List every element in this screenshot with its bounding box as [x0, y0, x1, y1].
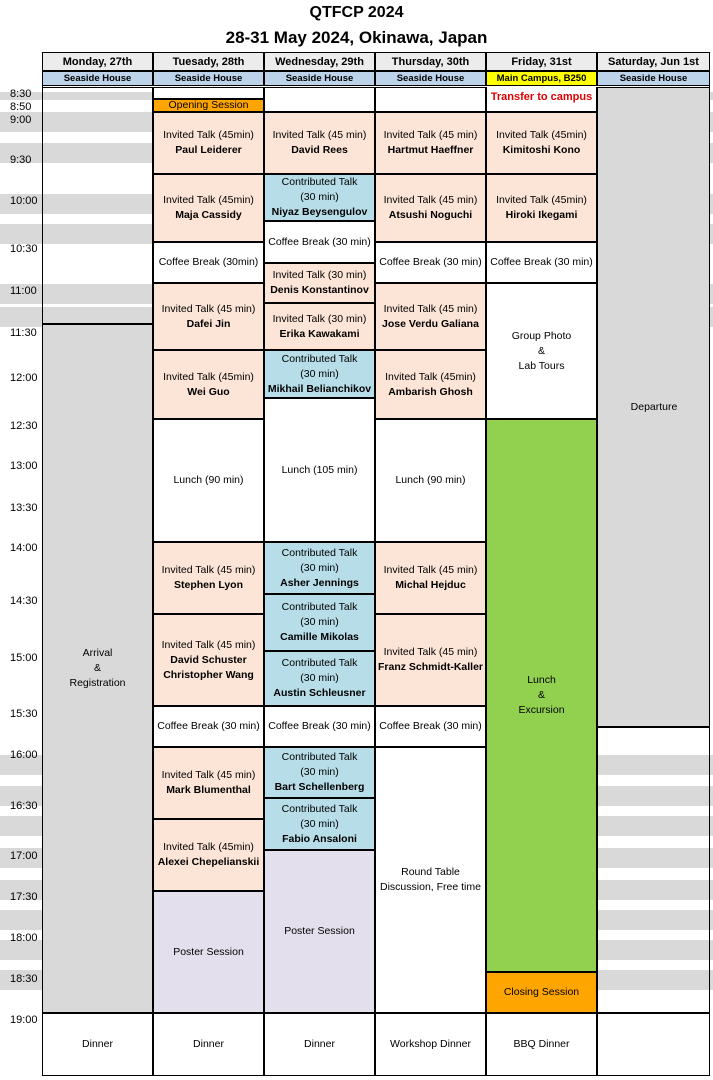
session-text: Invited Talk (45min): [163, 370, 254, 383]
time-label: 14:00: [10, 542, 38, 554]
session-text: (30 min): [300, 817, 339, 830]
session-wed-t1[interactable]: [264, 112, 375, 174]
session-text: Invited Talk (45 min): [161, 769, 256, 781]
session-text: Lunch (105 min): [281, 463, 358, 476]
speaker-name: Hiroki Ikegami: [505, 209, 578, 221]
time-label: 15:00: [10, 652, 38, 664]
session-text: Invited Talk (45 min): [161, 564, 256, 576]
session-tue-cb2[interactable]: [153, 706, 264, 747]
session-text: Departure: [630, 400, 678, 413]
session-fri-t1[interactable]: [486, 112, 597, 174]
session-wed-t2[interactable]: [264, 263, 375, 303]
time-label: 13:00: [10, 460, 38, 472]
session-wed-c6[interactable]: [264, 747, 375, 798]
empty-slot: [597, 727, 710, 1013]
session-tue-t1[interactable]: [153, 112, 264, 174]
session-text: Excursion: [518, 704, 565, 716]
session-text: Invited Talk (45 min): [383, 564, 478, 576]
speaker-name: Erika Kawakami: [279, 327, 360, 340]
time-label: 18:30: [10, 973, 38, 985]
time-label: 18:00: [10, 932, 38, 944]
session-wed-c1[interactable]: [264, 174, 375, 221]
day-header: Wednesday, 29th: [264, 52, 375, 71]
venue-label: Seaside House: [375, 71, 486, 86]
session-text: Coffee Break (30min): [158, 256, 259, 268]
time-label: 16:00: [10, 749, 38, 761]
time-label: 15:30: [10, 708, 38, 720]
session-mon-dinner[interactable]: [42, 1013, 153, 1076]
time-label: 8:30: [10, 88, 32, 100]
time-label: 17:00: [10, 850, 38, 862]
speaker-name: Jose Verdu Galiana: [382, 317, 479, 330]
session-fri-closing[interactable]: [486, 972, 597, 1013]
session-text: Invited Talk (45 min): [383, 194, 478, 206]
session-text: Lunch (90 min): [173, 474, 244, 486]
session-thu-cb2[interactable]: [375, 706, 486, 747]
session-text: Arrival: [82, 647, 113, 659]
time-label: 8:50: [10, 101, 32, 113]
time-label: 10:30: [10, 243, 38, 255]
session-tue-lunch[interactable]: [153, 419, 264, 542]
session-text: Poster Session: [284, 925, 355, 937]
time-label: 12:30: [10, 420, 38, 432]
speaker-name: Asher Jennings: [280, 576, 359, 589]
speaker-name: Michal Hejduc: [395, 579, 466, 591]
speaker-name: Bart Schellenberg: [274, 781, 365, 793]
day-header: Tuesady, 28th: [153, 52, 264, 71]
session-sat-departure[interactable]: [597, 87, 710, 727]
session-text: Opening Session: [168, 99, 249, 111]
session-text: &: [537, 344, 545, 357]
speaker-name: Paul Leiderer: [175, 144, 242, 156]
empty-slot: [153, 87, 264, 99]
session-thu-round[interactable]: [375, 747, 486, 1013]
session-wed-c5[interactable]: [264, 651, 375, 706]
speaker-name: Dafei Jin: [186, 317, 231, 330]
session-text: Invited Talk (45min): [496, 129, 587, 141]
venue-label: Main Campus, B250: [486, 71, 597, 86]
session-wed-c2[interactable]: [264, 350, 375, 398]
session-text: Contributed Talk: [281, 601, 358, 613]
session-tue-t3[interactable]: [153, 283, 264, 350]
session-text: (30 min): [300, 367, 339, 380]
speaker-name: Atsushi Noguchi: [388, 209, 473, 221]
session-thu-t6[interactable]: [375, 614, 486, 706]
time-label: 12:00: [10, 372, 38, 384]
session-fri-photo[interactable]: [486, 283, 597, 419]
session-thu-t2[interactable]: [375, 174, 486, 242]
session-fri-t2[interactable]: [486, 174, 597, 242]
session-text: Dinner: [304, 1038, 335, 1050]
speaker-name: Christopher Wang: [163, 668, 254, 681]
session-text: (30 min): [300, 766, 339, 778]
time-label: 19:00: [10, 1014, 38, 1026]
speaker-name: Austin Schleusner: [273, 687, 366, 699]
session-text: Discussion, Free time: [380, 881, 481, 893]
session-text: Invited Talk (45 min): [272, 129, 367, 141]
session-fri-lunch[interactable]: [486, 419, 597, 972]
session-text: Invited Talk (30 min): [272, 312, 367, 325]
day-header: Saturday, Jun 1st: [597, 52, 710, 71]
venue-label: Seaside House: [153, 71, 264, 86]
session-text: Lunch: [527, 674, 556, 686]
session-text: Coffee Break (30 min): [157, 720, 260, 732]
day-header: Thursday, 30th: [375, 52, 486, 71]
session-text: Registration: [69, 677, 126, 689]
session-text: Invited Talk (45 min): [383, 129, 478, 141]
session-text: Round Table: [401, 866, 460, 878]
session-text: Lab Tours: [518, 359, 565, 372]
session-text: Invited Talk (45min): [496, 194, 587, 206]
session-wed-lunch[interactable]: [264, 398, 375, 542]
speaker-name: Stephen Lyon: [173, 579, 244, 591]
empty-slot: [375, 87, 486, 112]
time-label: 9:30: [10, 154, 32, 166]
session-tue-t8[interactable]: [153, 819, 264, 891]
speaker-name: Ambarish Ghosh: [388, 385, 473, 398]
session-thu-lunch[interactable]: [375, 419, 486, 542]
session-fri-dinner[interactable]: [486, 1013, 597, 1076]
session-tue-opening[interactable]: [153, 99, 264, 112]
session-mon-arrival[interactable]: [42, 324, 153, 1013]
session-text: Dinner: [82, 1038, 113, 1050]
speaker-name: Hartmut Haeffner: [387, 144, 474, 156]
session-text: Invited Talk (30 min): [272, 269, 367, 281]
session-text: Coffee Break (30 min): [268, 235, 371, 248]
session-tue-t4[interactable]: [153, 350, 264, 419]
time-label: 17:30: [10, 891, 38, 903]
session-text: (30 min): [300, 561, 339, 574]
speaker-name: Alexei Chepelianskii: [157, 856, 260, 868]
session-text: BBQ Dinner: [513, 1038, 570, 1050]
speaker-name: Franz Schmidt-Kaller: [377, 661, 484, 673]
speaker-name: David Rees: [291, 144, 348, 156]
session-wed-t3[interactable]: [264, 303, 375, 350]
speaker-name: Mikhail Belianchikov: [267, 382, 372, 395]
speaker-name: Wei Guo: [187, 385, 230, 398]
session-tue-cb1[interactable]: [153, 242, 264, 283]
session-thu-t4[interactable]: [375, 350, 486, 419]
session-text: Invited Talk (45 min): [161, 638, 256, 651]
session-text: Coffee Break (30 min): [379, 256, 482, 268]
session-text: Group Photo: [511, 329, 572, 342]
time-label: 13:30: [10, 502, 38, 514]
speaker-name: Maja Cassidy: [175, 209, 242, 221]
speaker-name: Fabio Ansaloni: [282, 832, 357, 845]
session-text: (30 min): [300, 191, 339, 203]
time-label: 11:30: [10, 327, 37, 339]
session-text: Contributed Talk: [281, 751, 358, 763]
session-text: Invited Talk (45 min): [383, 302, 478, 315]
session-text: Workshop Dinner: [390, 1038, 471, 1050]
day-header: Monday, 27th: [42, 52, 153, 71]
session-tue-poster[interactable]: [153, 891, 264, 1013]
time-label: 9:00: [10, 114, 32, 126]
session-fri-cb1[interactable]: [486, 242, 597, 283]
session-text: Coffee Break (30 min): [379, 720, 482, 732]
session-text: Contributed Talk: [281, 657, 358, 669]
session-wed-c7[interactable]: [264, 798, 375, 850]
session-tue-t2[interactable]: [153, 174, 264, 242]
session-text: Contributed Talk: [281, 546, 358, 559]
session-thu-t3[interactable]: [375, 283, 486, 350]
session-text: Contributed Talk: [281, 176, 358, 188]
session-wed-poster[interactable]: [264, 850, 375, 1013]
session-text: Contributed Talk: [281, 352, 358, 365]
session-text: &: [537, 689, 545, 701]
session-text: (30 min): [300, 672, 339, 684]
session-text: (30 min): [300, 616, 339, 628]
session-tue-t7[interactable]: [153, 747, 264, 819]
session-text: Coffee Break (30 min): [490, 256, 593, 268]
time-label: 16:30: [10, 800, 38, 812]
session-text: Lunch (90 min): [395, 474, 466, 486]
session-text: Invited Talk (45min): [163, 129, 254, 141]
session-text: Invited Talk (45 min): [161, 302, 256, 315]
day-header: Friday, 31st: [486, 52, 597, 71]
time-label: 10:00: [10, 195, 38, 207]
speaker-name: Kimitoshi Kono: [502, 144, 581, 156]
session-wed-c4[interactable]: [264, 594, 375, 651]
venue-label: Seaside House: [264, 71, 375, 86]
session-text: Closing Session: [503, 986, 580, 998]
session-wed-dinner[interactable]: [264, 1013, 375, 1076]
session-text: Invited Talk (45min): [163, 194, 254, 206]
session-text: Contributed Talk: [281, 802, 358, 815]
venue-label: Seaside House: [597, 71, 710, 86]
empty-slot: [264, 87, 375, 112]
session-wed-c3[interactable]: [264, 542, 375, 594]
session-text: Invited Talk (45min): [385, 370, 476, 383]
speaker-name: Mark Blumenthal: [166, 784, 251, 796]
time-label: 14:30: [10, 595, 38, 607]
session-text: Transfer to campus: [490, 91, 593, 103]
session-text: &: [93, 662, 101, 674]
empty-slot: [597, 1013, 710, 1076]
session-wed-cb1[interactable]: [264, 221, 375, 263]
session-thu-dinner[interactable]: [375, 1013, 486, 1076]
session-text: Invited Talk (45 min): [383, 646, 478, 658]
session-thu-cb1[interactable]: [375, 242, 486, 283]
schedule-title: QTFCP 2024: [309, 4, 404, 21]
session-thu-t5[interactable]: [375, 542, 486, 614]
schedule-subtitle: 28-31 May 2024, Okinawa, Japan: [225, 28, 488, 47]
speaker-name: Denis Konstantinov: [270, 284, 369, 296]
empty-slot: [42, 87, 153, 324]
session-tue-dinner[interactable]: [153, 1013, 264, 1076]
time-label: 11:00: [10, 285, 37, 297]
session-fri-transfer[interactable]: [486, 87, 597, 112]
speaker-name: Camille Mikolas: [280, 631, 359, 643]
session-tue-t6[interactable]: [153, 614, 264, 706]
session-text: Poster Session: [173, 945, 244, 958]
session-text: Dinner: [193, 1038, 224, 1050]
speaker-name: Niyaz Beysengulov: [271, 206, 368, 218]
session-text: Invited Talk (45min): [163, 841, 254, 853]
session-wed-cb2[interactable]: [264, 706, 375, 747]
session-tue-t5[interactable]: [153, 542, 264, 614]
venue-label: Seaside House: [42, 71, 153, 86]
session-text: Coffee Break (30 min): [268, 720, 371, 732]
session-thu-t1[interactable]: [375, 112, 486, 174]
speaker-name: David Schuster: [170, 653, 247, 666]
